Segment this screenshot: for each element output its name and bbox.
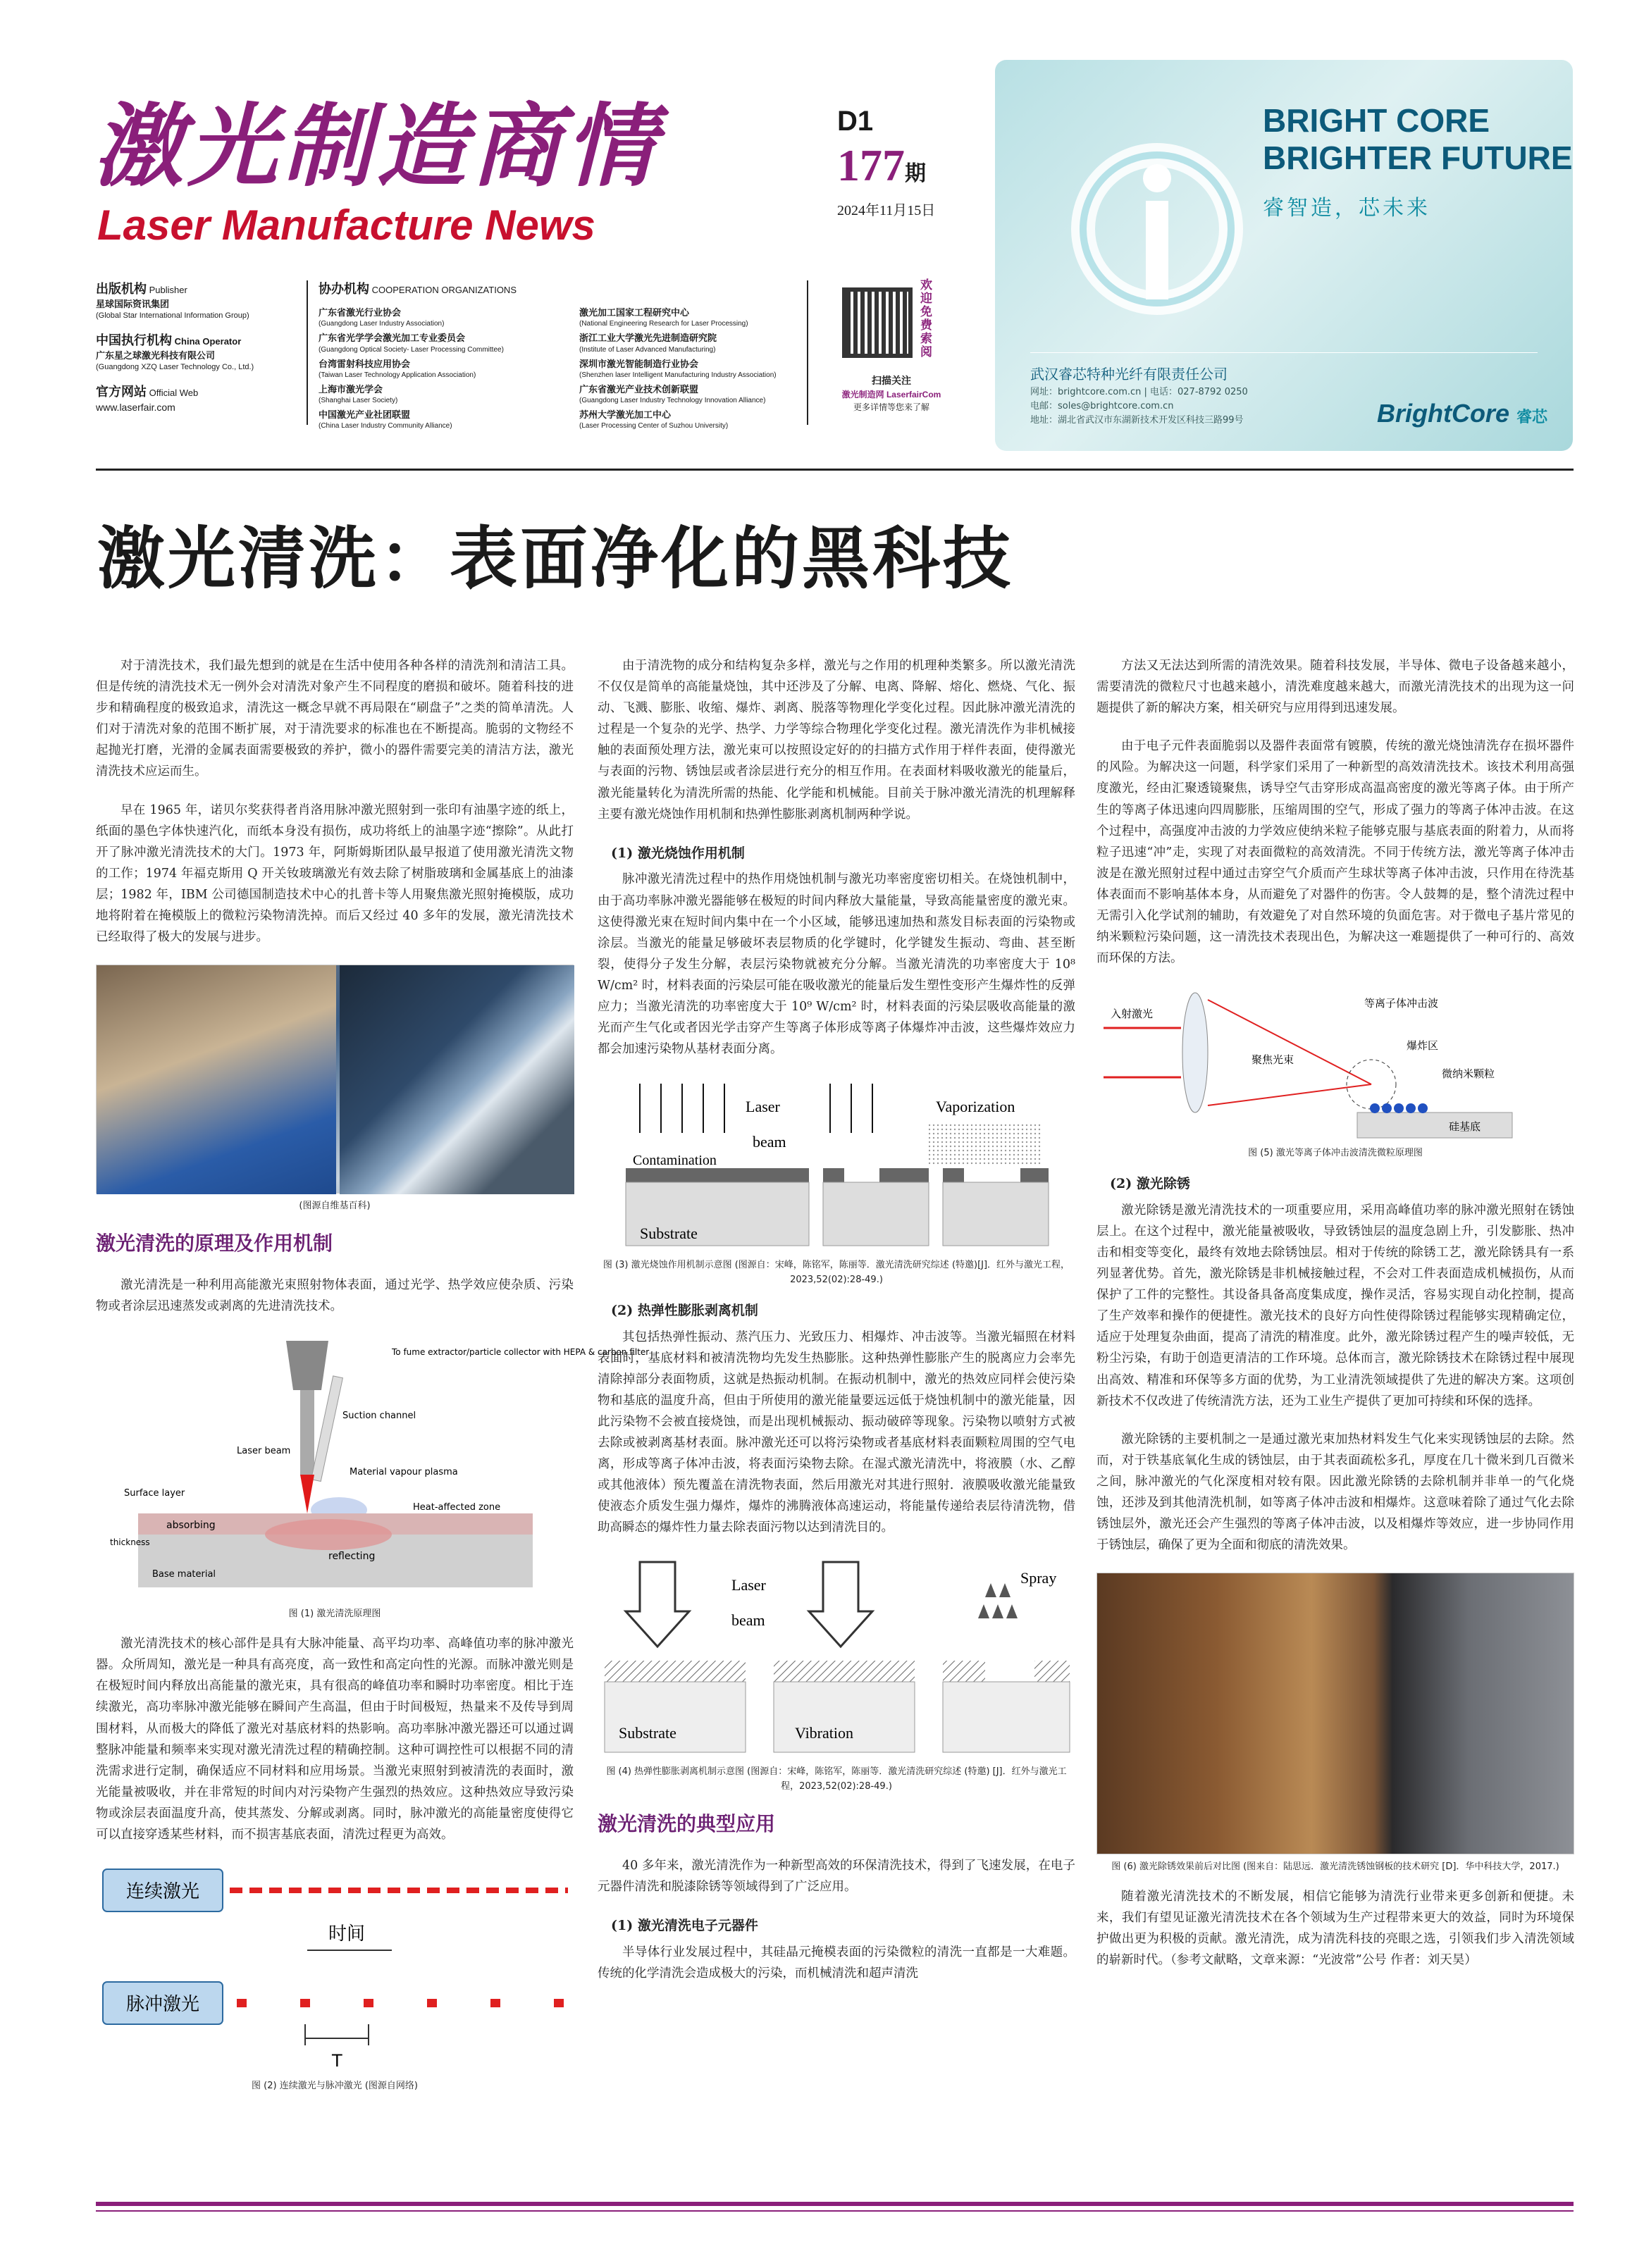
paragraph: 脉冲激光清洗过程中的热作用烧蚀机制与激光功率密度密切相关。在烧蚀机制中，由于高功率脉冲激光器能够在极短的时间内释放大量能量，导致高能量密度的激光束。这使得激光束在短时间内集中在一个小区域，能够迅速加热和蒸发目标表面的污染物或涂层。当激光的能量足够破坏表层物质的化学键时，化学键发生振动、弯曲、甚至断裂，使得分子发生分解，表层污染物就被充分分解。当激光清洗的功率密度大于 10⁸ W/cm² 时，材料表面的污染层可能在吸收激光的能量后发生塑性变形产生爆炸性的反弹应力；当激光清洗的功率密度大于 10⁹ W/cm² 时，材料表面的污染层吸收高能量的激光而产生气化或者因光学击穿产生等离子体形成等离子体爆炸冲击波，这些爆炸效应力都会加速污染物从基材表面分离。 (598, 872, 1075, 1057)
figure-5-caption: 图 (5) 激光等离子体冲击波清洗微粒原理图 (1248, 1148, 1423, 1159)
figure-2-caption: 图 (2) 连续激光与脉冲激光 (图源自网络) (252, 2081, 418, 2092)
web-label: 官方网站 (96, 384, 147, 399)
paragraph: 激光除锈是激光清洗技术的一项重要应用，采用高峰值功率的脉冲激光照射在锈蚀层上。在这个过程中，激光能量被吸收，导致锈蚀层的温度急剧上升，引发膨胀、热冲击和相变等变化，最终有效地去除锈蚀层。相对于传统的除锈工艺，激光除锈具有一系列显著优势。首先，激光除锈是非机械接触过程，不会对工件表面造成机械损伤，从而保护了工件的完整性。其设备具备高度集成度，操作灵活，容易实现自动化控制，提高了生产效率和操作的便捷性。激光技术的良好方向性使得除锈过程能够实现精确定位，适应于处理复杂曲面，提高了清洗的精准度。此外，激光除锈过程产生的噪声较低，无粉尘污染，有助于创造更清洁的工作环境。总体而言，激光除锈技术在除锈过程中展现出高效、精准和环保等多方面的优势，为工业清洗领域提供了先进的解决方案。这项创新技术不仅改进了传统清洗方法，还为工业生产提供了更加可持续和环保的选择。 (1096, 1203, 1574, 1408)
cooperation-org-name: 广东省光学学会激光加工专业委员会 (319, 333, 466, 344)
paragraph: 其包括热弹性振动、蒸汽压力、光致压力、相爆炸、冲击波等。当激光辐照在材料表面时，基底材料和被清洗物均先发生热膨胀。这种热弹性膨胀产生的脱离应力会率先清除掉部分表面物质，这就是热振动机制。在振动机制中，激光的热效应同样会使污染物和基底的温度升高，但由于所使用的激光能量要远远低于烧蚀机制中的激光能量，因此污染物不会被直接烧蚀，而是出现机械振动、振动破碎等现象。污染物以喷射方式被去除或被剥离基材表面。脉冲激光还可以将污染物或者基底材料表面颗粒周围的空气电离，形成等离子体冲击波，将表面污染物去除。在湿式激光清洗中，将液膜（水、乙醇或其他液体）预先覆盖在清洗物表面，然后用激光对其进行照射．液膜吸收激光能量致使液态介质发生强力爆炸，爆炸的沸腾液体高速运动，将能量传递给表层待清洗物，借助高瞬态的爆炸性力量去除表面污物以达到清洗目的。 (598, 1330, 1075, 1535)
cooperation-org-name-en: (National Engineering Research for Laser Processing) (579, 320, 748, 328)
ad-divider (1030, 352, 1538, 353)
fig5-wave-label: 等离子体冲击波 (1364, 997, 1439, 1010)
figure-1-diagram (96, 1334, 650, 1601)
subsection-heading: (1) 激光烧蚀作用机制 (611, 845, 745, 861)
publisher-label: 出版机构 (96, 282, 147, 296)
article-column-3 (1096, 655, 1574, 1988)
ad-company: 武汉睿芯特种光纤有限责任公司 (1030, 366, 1228, 383)
ad-email[interactable]: 电邮：soles@brightcore.com.cn (1030, 401, 1174, 412)
fig1-haz-label: Heat-affected zone (413, 1502, 501, 1513)
cooperation-org-name: 深圳市激光智能制造行业协会 (579, 358, 699, 369)
cooperation-org-name-en: (Guangdong Laser Industry Technology Innovation Alliance) (579, 396, 766, 404)
fig1-reflecting-label: reflecting (328, 1551, 376, 1563)
cooperation-org-name-en: (Shanghai Laser Society) (319, 396, 398, 404)
cooperation-org-name: 广东省激光行业协会 (319, 307, 402, 318)
fig4-beam-label: beam (731, 1611, 765, 1630)
qr-vertical-text: 欢迎免费索阅 (920, 278, 932, 359)
issue-date: 2024年11月15日 (837, 203, 936, 218)
fig5-substrate-label: 硅基底 (1449, 1120, 1481, 1134)
cooperation-org-name-en: (Guangdong Optical Society- Laser Processing Committee) (319, 345, 504, 354)
web-url[interactable]: www.laserfair.com (96, 401, 175, 413)
cooperation-org-name: 台湾雷射科技应用协会 (319, 358, 411, 369)
figure-5-diagram (1096, 986, 1574, 1141)
laser-cleaning-photo (96, 965, 574, 1194)
qr-site-label: 激光制造网 LaserfairCom (841, 390, 941, 399)
fig1-laser-label: Laser beam (237, 1446, 291, 1457)
ad-website[interactable]: 网址：brightcore.com.cn | 电话：027-8792 0250 (1030, 387, 1248, 397)
ad-title (1263, 102, 1573, 177)
cooperation-org-name-en: (China Laser Industry Community Alliance) (319, 422, 452, 430)
fig1-extractor-label: To fume extractor/particle collector with HEPA & carbon filter (392, 1347, 650, 1358)
figure-2-diagram (96, 1862, 574, 2074)
paragraph: 由于电子元件表面脆弱以及器件表面常有镀膜，传统的激光烧蚀清洗存在损坏器件的风险。为解决这一问题，科学家们采用了一种新型的高效清洗技术。该技术利用高强度激光，经由汇聚透镜聚焦，诱导空气击穿形成高温高密度的激光等离子体。由于所产生的等离子体迅速向四周膨胀，压缩周围的空气，形成了强力的等离子体冲击波。在这个过程中，高强度冲击波的力学效应使纳米粒子能够克服与基底表面的附着力，从而将粒子迅速“冲”走，实现了对表面微粒的高效清洗。不同于传统方法，激光等离子体冲击波是在激光照射过程中通过击穿空气介质而产生球状等离子体冲击波，只作用在待洗基体表面而不影响基体本身，从而避免了对器件的伤害。令人鼓舞的是，整个清洗过程中无需引入化学试剂的辅助，有效避免了对自然环境的负面危害。对于微电子基片常见的纳米颗粒污染问题，这一清洗技术表现出色，为解决这一难题提供了一种可行的、高效而环保的方法。 (1096, 739, 1574, 966)
fig2-cw-label: 连续激光 (125, 1881, 200, 1903)
cooperation-org-name: 激光加工国家工程研究中心 (579, 307, 690, 318)
rust-removal-photo (1096, 1573, 1574, 1854)
section-label: D1 (837, 106, 874, 137)
publisher-block (96, 280, 293, 414)
ad-brand (1377, 399, 1547, 428)
operator-name: 广东星之球激光科技有限公司 (96, 349, 216, 361)
cooperation-label: 协办机构 (319, 282, 369, 296)
brightcore-logo-icon (1073, 123, 1242, 335)
cooperation-org-name: 浙江工业大学激光先进制造研究院 (579, 333, 717, 344)
fig5-focused-label: 聚焦光束 (1251, 1053, 1294, 1067)
brightcore-ad[interactable] (995, 60, 1573, 451)
fig5-explosion-label: 爆炸区 (1407, 1039, 1439, 1053)
fig2-time-label: 时间 (328, 1923, 366, 1945)
cooperation-org-name: 苏州大学激光加工中心 (579, 409, 672, 420)
subsection-heading: (2) 热弹性膨胀剥离机制 (611, 1302, 758, 1318)
publisher-label-en: Publisher (149, 285, 187, 295)
figure-6-caption: 图 (6) 激光除锈效果前后对比图 (图来自：陆思远．激光清洗锈蚀钢板的技术研究 [D]．华中科技大学，2017.) (1111, 1861, 1559, 1873)
paragraph: 早在 1965 年，诺贝尔奖获得者肖洛用脉冲激光照射到一张印有油墨字迹的纸上，纸面的墨色字体快速汽化，而纸本身没有损伤，成功将纸上的油墨字迹“擦除”。从此打开了脉冲激光清洗技术的大门。1973 年，阿斯姆斯团队最早报道了使用激光清洗文物的工作；1974 年福克斯用 Q 开关钕玻璃激光有效去除了树脂玻璃和金属基底上的油漆层；1982 年，IBM 公司德国制造技术中心的扎普卡等人用聚焦激光照射掩模版，成功地将附着在掩模版上的微粒污染物清洗掉。而后又经过 40 多年的发展，激光清洗技术已经取得了极大的发展与进步。 (96, 803, 574, 945)
fig4-laser-label: Laser (731, 1576, 766, 1594)
section-title: 激光清洗的典型应用 (598, 1812, 776, 1836)
cooperation-org-name-en: (Shenzhen laser Intelligent Manufacturing Industry Association) (579, 371, 777, 379)
paragraph: 40 多年来，激光清洗作为一种新型高效的环保清洗技术，得到了飞速发展，在电子元器件清洗和脱漆除锈等领域得到了广泛应用。 (598, 1859, 1075, 1895)
cooperation-org-name: 上海市激光学会 (319, 383, 383, 395)
figure-1-caption: 图 (1) 激光清洗原理图 (288, 1609, 381, 1620)
issue-number (837, 140, 926, 192)
fig1-vapour-label: Material vapour plasma (350, 1467, 458, 1478)
subsection-heading: (1) 激光清洗电子元器件 (611, 1918, 758, 1934)
fig3-laser-label: Laser (746, 1098, 780, 1116)
footer-rule (96, 2202, 1574, 2206)
cooperation-org-name-en: (Laser Processing Center of Suzhou University) (579, 422, 729, 430)
cooperation-org-name-en: (Institute of Laser Advanced Manufacturing) (579, 345, 716, 354)
masthead-title-cn: 激光制造商情 (93, 94, 660, 199)
ad-brand-cn: 睿芯 (1516, 409, 1547, 426)
section-title: 激光清洗的原理及作用机制 (96, 1232, 333, 1256)
fig1-surface-label: Surface layer (124, 1488, 185, 1499)
operator-label: 中国执行机构 (96, 333, 172, 347)
ad-contact (1030, 385, 1248, 428)
cooperation-right (579, 306, 826, 434)
fig2-pulse-label: 脉冲激光 (125, 1994, 200, 2016)
masthead-title-en: Laser Manufacture News (97, 202, 595, 249)
figure-3-caption: 图 (3) 激光烧蚀作用机制示意图 (图源自：宋峰，陈铭军，陈丽等．激光清洗研究综述 (特邀)[J]．红外与激光工程，2023,52(02):28-49.) (602, 1260, 1070, 1286)
ad-slogan: 睿智造，芯未来 (1263, 196, 1430, 221)
figure-3-diagram (598, 1077, 1075, 1253)
fig5-incident-label: 入射激光 (1111, 1008, 1154, 1021)
cooperation-left (319, 306, 565, 434)
article-headline: 激光清洗：表面净化的黑科技 (97, 519, 1013, 598)
fig3-beam-label: beam (753, 1133, 786, 1151)
subsection-heading: (2) 激光除锈 (1110, 1176, 1190, 1192)
issue-suffix: 期 (905, 162, 926, 185)
divider (307, 280, 308, 425)
publisher-name-en: (Global Star International Information Group) (96, 311, 249, 321)
fig2-T-label: T (332, 2051, 342, 2071)
footer-rule-thin (96, 2210, 1574, 2212)
ad-title-line1: BRIGHT CORE (1263, 102, 1490, 139)
cooperation-org-name-en: (Taiwan Laser Technology Application Association) (319, 371, 476, 379)
paragraph: 激光清洗是一种利用高能激光束照射物体表面，通过光学、热学效应使杂质、污染物或者涂层迅速蒸发或剥离的先进清洗技术。 (96, 1278, 574, 1314)
paragraph: 随着激光清洗技术的不断发展，相信它能够为清洗行业带来更多创新和便捷。未来，我们有望见证激光清洗技术在各个领域为生产过程带来更大的效益，同时为环境保护做出更为积极的贡献。激光清洗，成为清洗科技的亮眼之选，引领我们步入清洗领域的崭新时代。（参考文献略，文章来源：“光波常”公号 作者：刘天昊） (1096, 1890, 1574, 1968)
fig1-suction-label: Suction channel (342, 1411, 416, 1422)
cooperation-label-en: COOPERATION ORGANIZATIONS (371, 285, 517, 295)
paragraph: 半导体行业发展过程中，其硅晶元掩模表面的污染微粒的清洗一直都是一大难题。传统的化学清洗会造成极大的污染，而机械清洗和超声清洗 (598, 1945, 1075, 1981)
ad-address: 地址：湖北省武汉市东湖新技术开发区科技三路99号 (1030, 415, 1244, 426)
cooperation-org-name: 广东省激光产业技术创新联盟 (579, 383, 699, 395)
qr-scan-label: 扫描关注 (872, 375, 911, 386)
qr-code[interactable] (842, 287, 913, 358)
ad-brand-name: BrightCore (1376, 399, 1509, 428)
fig3-contam-label: Contamination (633, 1153, 717, 1169)
cooperation-block (319, 280, 826, 434)
fig4-substrate-label: Substrate (619, 1724, 676, 1742)
figure-4-caption: 图 (4) 热弹性膨胀剥离机制示意图 (图源自：宋峰，陈铭军，陈丽等．激光清洗研究综述 (特邀) [J]．红外与激光工程，2023,52(02):28-49.) (606, 1766, 1067, 1792)
header-rule (96, 469, 1574, 471)
fig4-vibration-label: Vibration (795, 1724, 853, 1742)
issue-number-value: 177 (837, 140, 905, 190)
fig3-substrate-label: Substrate (640, 1225, 698, 1243)
paragraph: 激光清洗技术的核心部件是具有大脉冲能量、高平均功率、高峰值功率的脉冲激光器。众所周知，激光是一种具有高亮度，高一致性和高定向性的光源。而脉冲激光则是在极短时间内释放出高能量的激光束，具有很高的峰值功率和瞬时功率密度。相比于连续激光，高功率脉冲激光能够在瞬间产生高温，但由于时间极短，热量来不及传导到周围材料，从而极大的降低了激光对基底材料的热影响。高功率脉冲激光器还可以通过调整脉冲能量和频率来实现对激光清洗过程的精确控制。这种可调控性可以根据不同的清洗需求进行定制，确保适应不同材料和应用场景。当激光束照射到被清洗的表面时，激光能量被吸收，并在非常短的时间内对污染物产生强烈的热效应。这种热效应导致污染物或涂层表面温度升高，使其蒸发、分解或剥离。同时，脉冲激光的高能量密度使得它可以直接穿透某些材料，而不损害基底表面，清洗过程更为高效。 (96, 1637, 574, 1842)
operator-label-en: China Operator (174, 335, 242, 347)
paragraph: 由于清洗物的成分和结构复杂多样，激光与之作用的机理种类繁多。所以激光清洗不仅仅是简单的高能量烧蚀，其中还涉及了分解、电离、降解、熔化、燃烧、气化、振动、飞溅、膨胀、收缩、爆炸、剥离、脱落等物理化学变化过程。因此脉冲激光清洗的过程是一个复杂的光学、热学、力学等综合物理化学变化过程。激光清洗作为非机械接触的表面预处理方法，激光束可以按照设定好的的扫描方式作用于样件表面，使得激光与表面的污物、锈蚀层或者涂层进行充分的相互作用。在表面材料吸收激光的能量后，激光能量转化为清洗所需的热能、化学能和机械能。目前关于脉冲激光清洗的机理解释主要有激光烧蚀作用机制和热弹性膨胀剥离机制两种学说。 (598, 659, 1075, 822)
fig1-absorbing-label: absorbing (166, 1520, 216, 1532)
article-column-2 (598, 655, 1075, 2001)
paragraph: 激光除锈的主要机制之一是通过激光束加热材料发生气化来实现锈蚀层的去除。然而，对于铁基底氧化生成的锈蚀层，由于其表面疏松多孔，厚度在几十微米到几百微米之间，脉冲激光的气化深度相对较有限。因此激光除锈的去除机制并非单一的气化烧蚀，还涉及到其他清洗机制，如等离子体冲击波和相爆炸。这意味着除了通过气化去除锈蚀层外，激光还会产生强烈的等离子体冲击波，以及相爆炸等效应，进一步协同作用于锈蚀层，确保了更为全面和彻底的清洗效果。 (1096, 1432, 1574, 1553)
fig3-vapor-label: Vaporization (936, 1098, 1015, 1116)
fig1-thickness-label: thickness (110, 1537, 150, 1548)
fig4-spray-label: Spray (1020, 1569, 1057, 1587)
photo-caption: (图源自维基百科) (299, 1201, 371, 1212)
figure-4-diagram (598, 1555, 1075, 1759)
cooperation-org-name: 中国激光产业社团联盟 (319, 409, 411, 420)
operator-name-en: (Guangdong XZQ Laser Technology Co., Ltd.) (96, 363, 254, 372)
publisher-name: 星球国际资讯集团 (96, 299, 170, 310)
fig1-base-label: Base material (152, 1569, 216, 1580)
qr-more-label: 更多详情等您来了解 (853, 402, 929, 412)
qr-caption (832, 373, 951, 414)
web-label-en: Official Web (149, 387, 199, 398)
paragraph: 对于清洗技术，我们最先想到的就是在生活中使用各种各样的清洗剂和清洁工具。但是传统的清洗技术无一例外会对清洗对象产生不同程度的磨损和破坏。随着科技的进步和精确程度的极致追求，清洗这一概念早就不再局限在“刷盘子”之类的简单清洗。人们对于清洗对象的范围不断扩展，对于清洗要求的标准也在不断提高。脆弱的文物经不起抛光打磨，光滑的金属表面需要极致的养护，微小的器件需要完美的清洁方法，激光清洗技术应运而生。 (96, 659, 574, 779)
divider (807, 280, 808, 425)
fig5-particles-label: 微纳米颗粒 (1442, 1067, 1495, 1081)
paragraph: 方法又无法达到所需的清洗效果。随着科技发展，半导体、微电子设备越来越小，需要清洗的微粒尺寸也越来越小，清洗难度越来越大，而激光清洗技术的出现为这一问题提供了新的解决方案，相关研究与应用得到迅速发展。 (1096, 659, 1574, 716)
ad-title-line2: BRIGHTER FUTURE (1263, 139, 1573, 176)
cooperation-org-name-en: (Guangdong Laser Industry Association) (319, 320, 445, 328)
